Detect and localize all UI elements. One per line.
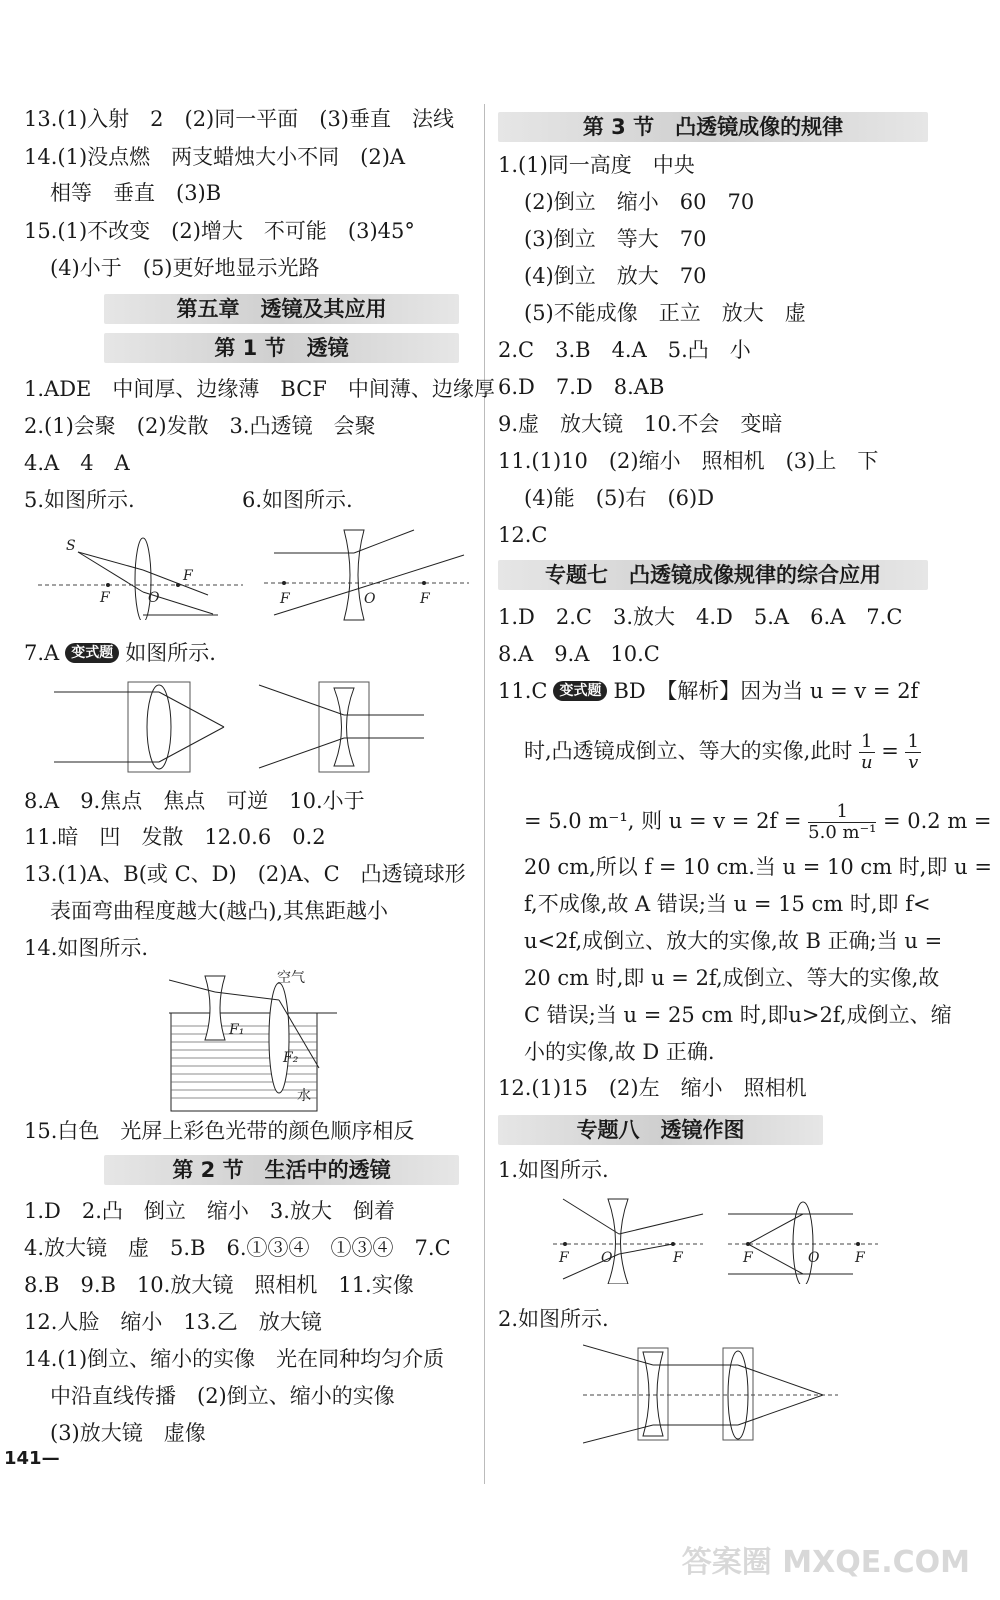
r-answer-11-cont: (4)能 (5)右 (6)D xyxy=(524,486,715,510)
answer-11-12: 11.暗 凹 发散 12.0.6 0.2 xyxy=(24,825,326,849)
label-F-left: F xyxy=(280,591,290,607)
answer-7-label: 7.A xyxy=(24,641,60,665)
answer-s2-14: 14.(1)倒立、缩小的实像 光在同种均匀介质 xyxy=(24,1347,445,1371)
t7-answers-1-7: 1.D 2.C 3.放大 4.D 5.A 6.A 7.C xyxy=(498,605,903,629)
answer-7 xyxy=(24,638,216,668)
figure-5-convex-lens xyxy=(38,530,248,620)
answer-13b: 13.(1)A、B(或 C、D) (2)A、C 凸透镜球形 xyxy=(24,862,466,886)
answer-5: 5.如图所示. xyxy=(24,488,135,512)
r-answer-9-10: 9.虚 放大镜 10.不会 变暗 xyxy=(498,412,783,436)
label-F-left-2: F xyxy=(743,1250,753,1266)
t7-analysis-7: C 错误;当 u = 25 cm 时,即u>2f,成倒立、缩 xyxy=(524,1003,952,1027)
label-O: O xyxy=(601,1250,613,1266)
r-answer-1-3: (3)倒立 等大 70 xyxy=(524,227,707,251)
t7-answers-8-10: 8.A 9.A 10.C xyxy=(498,642,660,666)
section-2-heading: 第 2 节 生活中的透镜 xyxy=(104,1155,459,1185)
label-F1: F₁ xyxy=(229,1022,245,1038)
topic8-figure-2 xyxy=(583,1340,843,1445)
answer-1: 1.ADE 中间厚、边缘薄 BCF 中间薄、边缘厚 xyxy=(24,377,495,401)
equals-sign: = xyxy=(881,739,899,763)
answer-14: 14.(1)没点燃 两支蜡烛大小不同 (2)A xyxy=(24,145,406,169)
t7-answer-12: 12.(1)15 (2)左 缩小 照相机 xyxy=(498,1076,807,1100)
t7-answer-11 xyxy=(498,676,918,706)
t7-analysis-8: 小的实像,故 D 正确. xyxy=(524,1040,715,1064)
label-F-left: F xyxy=(100,590,110,606)
r-answer-12: 12.C xyxy=(498,523,548,547)
answer-6: 6.如图所示. xyxy=(242,488,353,512)
label-O: O xyxy=(364,591,376,607)
variant-badge: 变式题 xyxy=(553,681,607,701)
r-answer-1: 1.(1)同一高度 中央 xyxy=(498,153,695,177)
answer-s2-8-11: 8.B 9.B 10.放大镜 照相机 11.实像 xyxy=(24,1273,414,1297)
answer-15: 15.(1)不改变 (2)增大 不可能 (3)45° xyxy=(24,219,415,243)
section-1-heading: 第 1 节 透镜 xyxy=(104,333,459,363)
label-S: S xyxy=(66,538,76,554)
label-water: 水 xyxy=(297,1088,311,1104)
label-O: O xyxy=(148,590,160,606)
answer-15-cont: (4)小于 (5)更好地显示光路 xyxy=(50,256,320,280)
r-answer-11: 11.(1)10 (2)缩小 照相机 (3)上 下 xyxy=(498,449,879,473)
label-F-right-2: F xyxy=(855,1250,865,1266)
t7-answer-11-label: 11.C xyxy=(498,679,548,703)
t7-analysis-5: u<2f,成倒立、放大的实像,故 B 正确;当 u = xyxy=(524,929,943,953)
answer-s2-4-7: 4.放大镜 虚 5.B 6.①③④ ①③④ 7.C xyxy=(24,1236,451,1260)
t8-answer-1: 1.如图所示. xyxy=(498,1158,609,1182)
t7-answer-11-text: BD 【解析】因为当 u = v = 2f xyxy=(613,679,919,703)
analysis-eq-b: = 0.2 m = xyxy=(883,809,992,833)
r-answer-1-2: (2)倒立 缩小 60 70 xyxy=(524,190,755,214)
figure-7-lenses xyxy=(54,680,464,775)
r-answer-1-5: (5)不能成像 正立 放大 虚 xyxy=(524,301,806,325)
section-3-heading: 第 3 节 凸透镜成像的规律 xyxy=(498,112,928,142)
watermark: 答案圈 MXQE.COM xyxy=(681,1545,970,1580)
fraction-1-over-u: $\frac{1}{u}$ xyxy=(860,731,873,773)
figure-6-concave-lens xyxy=(264,525,474,625)
r-answer-6-8: 6.D 7.D 8.AB xyxy=(498,375,665,399)
answer-s2-14-cont2: (3)放大镜 虚像 xyxy=(50,1421,206,1445)
t7-analysis-1 xyxy=(524,732,921,773)
answer-2-3: 2.(1)会聚 (2)发散 3.凸透镜 会聚 xyxy=(24,414,376,438)
label-F-right: F xyxy=(673,1250,683,1266)
analysis-text: 时,凸透镜成倒立、等大的实像,此时 xyxy=(524,739,853,763)
analysis-eq-a: = 5.0 m⁻¹, 则 u = v = 2f = xyxy=(524,809,802,833)
chapter-heading: 第五章 透镜及其应用 xyxy=(104,294,459,324)
answer-s2-12-13: 12.人脸 缩小 13.乙 放大镜 xyxy=(24,1310,322,1334)
label-F-right: F xyxy=(183,568,193,584)
answer-14-cont: 相等 垂直 (3)B xyxy=(50,181,222,205)
answer-s2-1-3: 1.D 2.凸 倒立 缩小 3.放大 倒着 xyxy=(24,1199,395,1223)
t7-analysis-3: 20 cm,所以 f = 10 cm.当 u = 10 cm 时,即 u = xyxy=(524,855,992,879)
label-O-2: O xyxy=(808,1250,820,1266)
topic-7-heading: 专题七 凸透镜成像规律的综合应用 xyxy=(498,560,928,590)
figure-14-lens-water xyxy=(169,968,339,1113)
answer-s2-14-cont: 中沿直线传播 (2)倒立、缩小的实像 xyxy=(50,1384,395,1408)
answer-14b: 14.如图所示. xyxy=(24,936,149,960)
label-F-left: F xyxy=(559,1250,569,1266)
topic8-figure-1 xyxy=(553,1194,883,1284)
fraction-1-over-v: $\frac{1}{v}$ xyxy=(907,731,919,773)
t7-analysis-4: f,不成像,故 A 错误;当 u = 15 cm 时,即 f< xyxy=(524,892,931,916)
answer-13: 13.(1)入射 2 (2)同一平面 (3)垂直 法线 xyxy=(24,107,454,131)
answer-7-variant: 如图所示. xyxy=(125,641,216,665)
topic-8-heading: 专题八 透镜作图 xyxy=(498,1115,823,1145)
answer-8-10: 8.A 9.焦点 焦点 可逆 10.小于 xyxy=(24,789,365,813)
column-divider xyxy=(484,104,485,1484)
r-answer-1-4: (4)倒立 放大 70 xyxy=(524,264,707,288)
label-F2: F₂ xyxy=(283,1050,299,1066)
r-answer-2-5: 2.C 3.B 4.A 5.凸 小 xyxy=(498,338,751,362)
t8-answer-2: 2.如图所示. xyxy=(498,1307,609,1331)
answer-4: 4.A 4 A xyxy=(24,451,130,475)
page-number: 141— xyxy=(4,1448,60,1469)
answer-15b: 15.白色 光屏上彩色光带的颜色顺序相反 xyxy=(24,1119,415,1143)
t7-analysis-6: 20 cm 时,即 u = 2f,成倒立、等大的实像,故 xyxy=(524,966,940,990)
t7-analysis-2 xyxy=(524,802,992,843)
label-air: 空气 xyxy=(277,970,305,986)
variant-badge: 变式题 xyxy=(65,643,119,663)
label-F-right: F xyxy=(420,591,430,607)
fraction-1-over-5m: $\frac{1}{\text{5.0 m⁻¹}}$ xyxy=(808,801,877,843)
answer-13b-cont: 表面弯曲程度越大(越凸),其焦距越小 xyxy=(50,899,389,923)
